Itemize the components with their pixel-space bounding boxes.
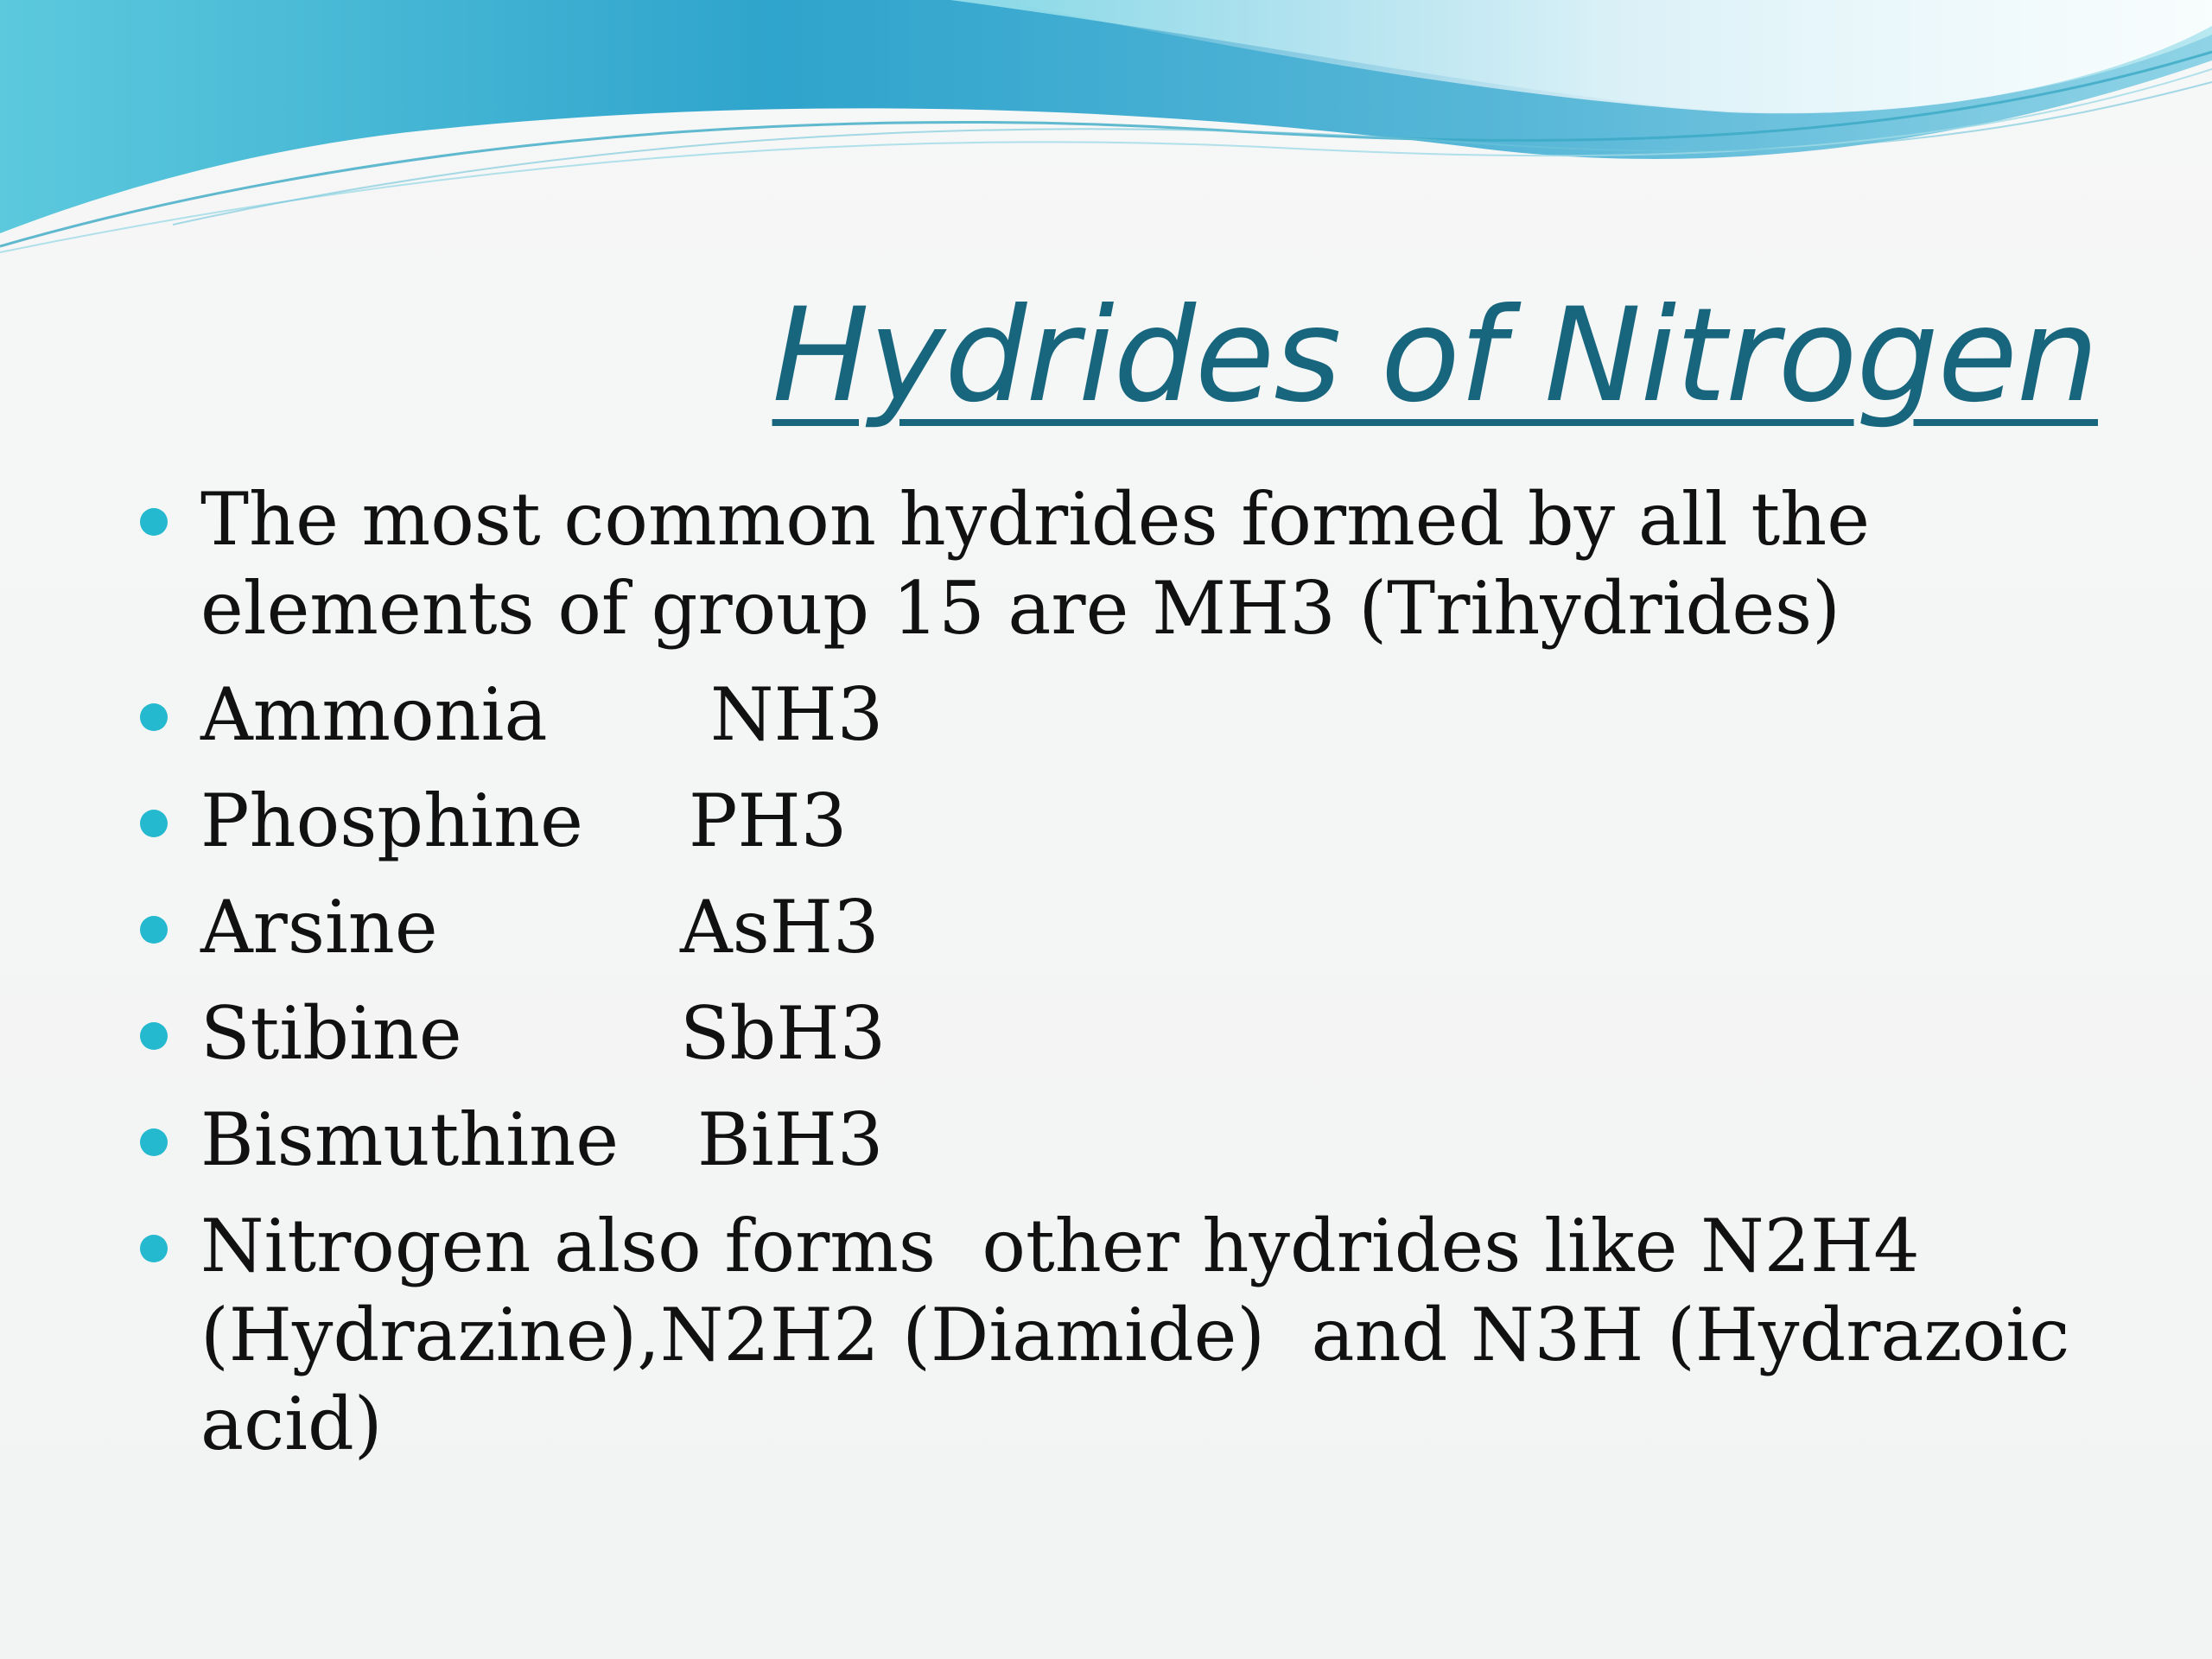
hydride-row [200, 989, 2126, 1078]
bullet-dot-icon [140, 810, 168, 837]
header-wave-decoration [0, 0, 2212, 259]
hydride-formula: SbH3 [680, 991, 887, 1076]
hydride-formula: BiH3 [697, 1097, 884, 1182]
hydride-row [200, 671, 2126, 760]
bullet-item-ammonia [138, 671, 2126, 760]
bullet-list [138, 475, 2126, 1486]
bullet-item-arsine [138, 883, 2126, 972]
hydride-name: Arsine [200, 885, 438, 969]
hydride-name: Stibine [200, 991, 462, 1076]
bullet-dot-icon [140, 1022, 168, 1050]
hydride-row [200, 1096, 2126, 1185]
bullet-item-other-hydrides [138, 1202, 2126, 1469]
bullet-dot-icon [140, 916, 168, 944]
hydride-name: Ammonia [200, 672, 548, 757]
bullet-dot-icon [140, 508, 168, 536]
hydride-name: Phosphine [200, 779, 583, 863]
slide-title: Hydrides of Nitrogen [772, 281, 2098, 431]
bullet-text: The most common hydrides formed by all the elements of group 15 are MH3 (Trihydrides) [200, 477, 1870, 651]
bullet-dot-icon [140, 1128, 168, 1156]
hydride-formula: AsH3 [680, 885, 880, 969]
hydride-formula: PH3 [689, 779, 848, 863]
bullet-item-phosphine [138, 777, 2126, 866]
hydride-name: Bismuthine [200, 1097, 619, 1182]
bullet-dot-icon [140, 703, 168, 731]
bullet-dot-icon [140, 1235, 168, 1262]
hydride-row [200, 883, 2126, 972]
hydride-formula: NH3 [710, 672, 884, 757]
bullet-item-group-15-hydrides [138, 475, 2126, 653]
bullet-item-stibine [138, 989, 2126, 1078]
bullet-text: Nitrogen also forms other hydrides like N2H4 (Hydrazine),N2H2 (Diamide) and N3H (Hydrazoic acid) [200, 1204, 2093, 1466]
bullet-item-bismuthine [138, 1096, 2126, 1185]
hydride-row [200, 777, 2126, 866]
